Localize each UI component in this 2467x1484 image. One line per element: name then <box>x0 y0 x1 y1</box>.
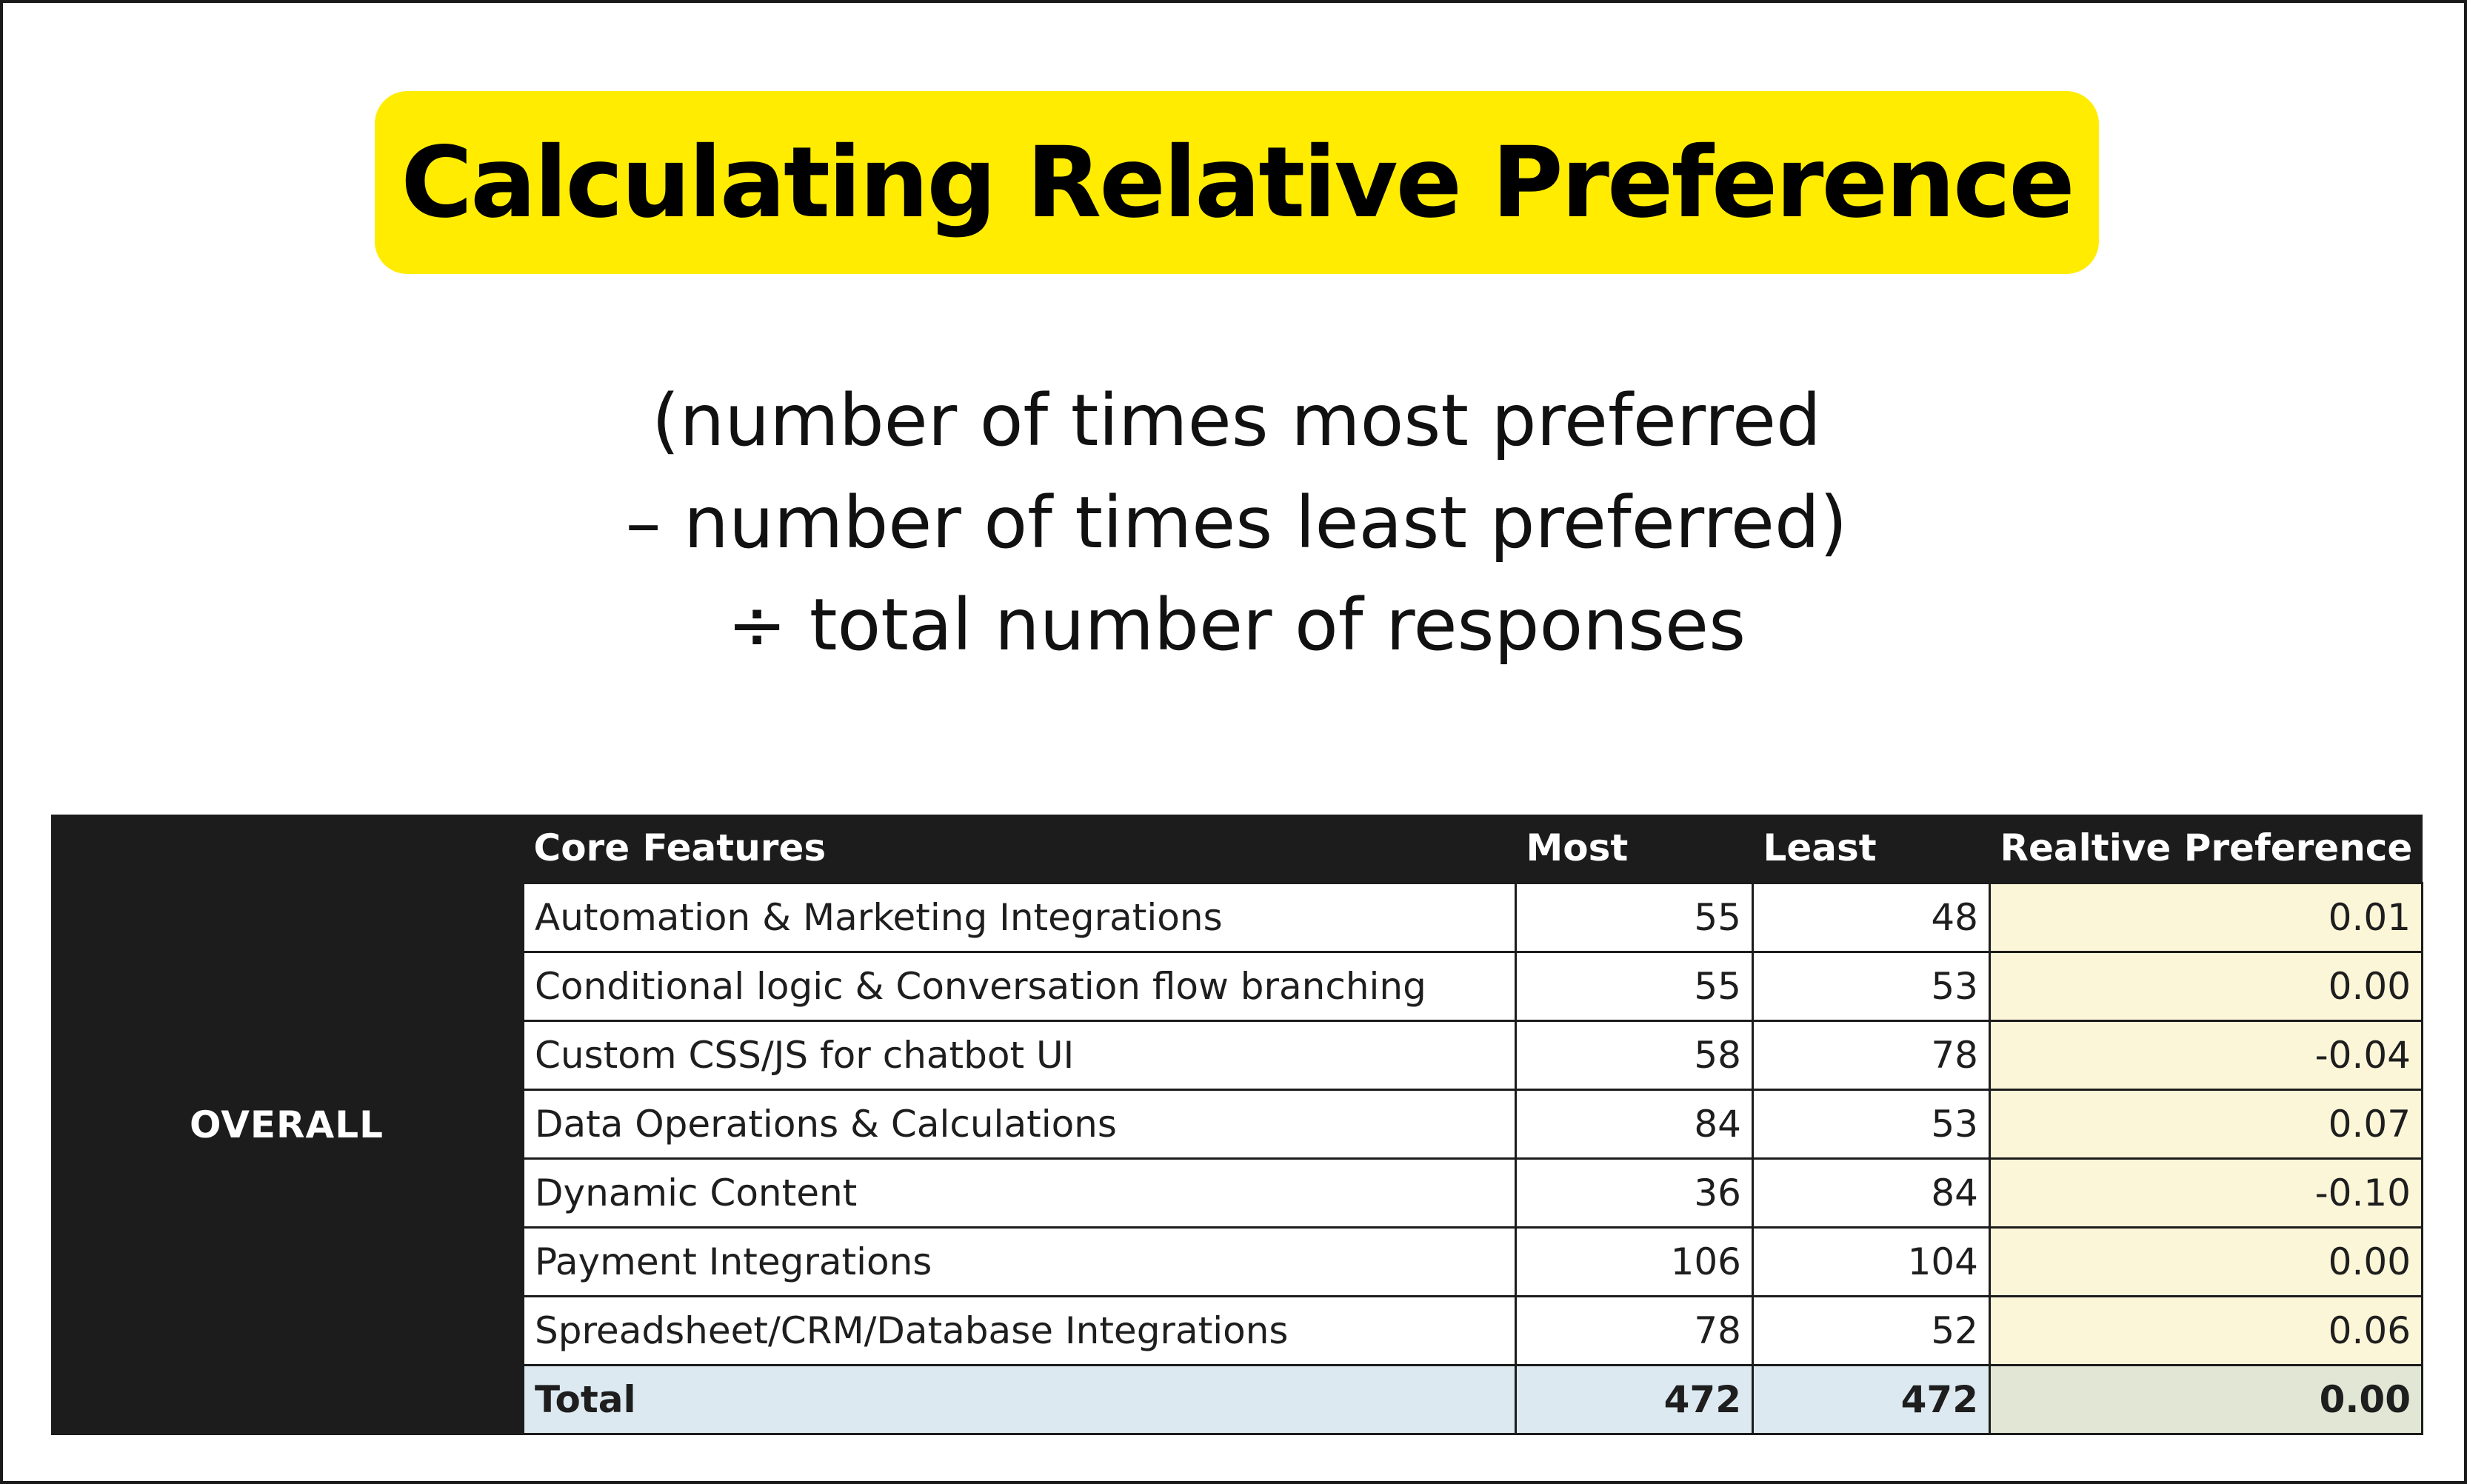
most-cell: 78 <box>1516 1296 1753 1365</box>
relative-cell: 0.00 <box>1990 1227 2423 1296</box>
least-cell: 78 <box>1753 1020 1990 1089</box>
table-row <box>524 1020 2423 1089</box>
formula-line-2: – number of times least preferred) <box>625 481 1848 564</box>
total-row <box>524 1365 2423 1434</box>
table-row <box>524 883 2423 952</box>
feature-cell: Conditional logic & Conversation flow branching <box>524 952 1516 1020</box>
most-cell: 106 <box>1516 1227 1753 1296</box>
relative-cell: 0.00 <box>1990 952 2423 1020</box>
total-label-cell: Total <box>524 1365 1516 1434</box>
least-cell: 53 <box>1753 1089 1990 1158</box>
header-most: Most <box>1516 815 1753 883</box>
least-cell: 48 <box>1753 883 1990 952</box>
total-least-cell: 472 <box>1753 1365 1990 1434</box>
table-row <box>524 1089 2423 1158</box>
least-cell: 52 <box>1753 1296 1990 1365</box>
title-banner <box>375 91 2099 274</box>
formula-line-3: ÷ total number of responses <box>727 584 1746 666</box>
table-row <box>524 1227 2423 1296</box>
relative-cell: 0.06 <box>1990 1296 2423 1365</box>
feature-cell: Dynamic Content <box>524 1158 1516 1227</box>
page-title: Calculating Relative Preference <box>401 125 2073 240</box>
feature-cell: Automation & Marketing Integrations <box>524 883 1516 952</box>
header-core-features: Core Features <box>524 815 1516 883</box>
preference-table-block <box>51 815 2421 1435</box>
relative-cell: 0.07 <box>1990 1089 2423 1158</box>
most-cell: 36 <box>1516 1158 1753 1227</box>
relative-cell: -0.04 <box>1990 1020 2423 1089</box>
table-header-row <box>524 815 2423 883</box>
most-cell: 55 <box>1516 952 1753 1020</box>
table-row <box>524 952 2423 1020</box>
least-cell: 84 <box>1753 1158 1990 1227</box>
most-cell: 58 <box>1516 1020 1753 1089</box>
least-cell: 53 <box>1753 952 1990 1020</box>
formula-line-1: (number of times most preferred <box>652 379 1821 462</box>
feature-cell: Spreadsheet/CRM/Database Integrations <box>524 1296 1516 1365</box>
least-cell: 104 <box>1753 1227 1990 1296</box>
feature-cell: Data Operations & Calculations <box>524 1089 1516 1158</box>
group-label: OVERALL <box>190 1103 384 1146</box>
table-row <box>524 1296 2423 1365</box>
table-row <box>524 1158 2423 1227</box>
preference-table <box>522 815 2423 1435</box>
relative-cell: -0.10 <box>1990 1158 2423 1227</box>
total-most-cell: 472 <box>1516 1365 1753 1434</box>
header-least: Least <box>1753 815 1990 883</box>
total-relative-cell: 0.00 <box>1990 1365 2423 1434</box>
most-cell: 55 <box>1516 883 1753 952</box>
feature-cell: Custom CSS/JS for chatbot UI <box>524 1020 1516 1089</box>
feature-cell: Payment Integrations <box>524 1227 1516 1296</box>
relative-cell: 0.01 <box>1990 883 2423 952</box>
formula <box>3 370 2467 676</box>
header-relative-preference: Realtive Preference <box>1990 815 2423 883</box>
most-cell: 84 <box>1516 1089 1753 1158</box>
